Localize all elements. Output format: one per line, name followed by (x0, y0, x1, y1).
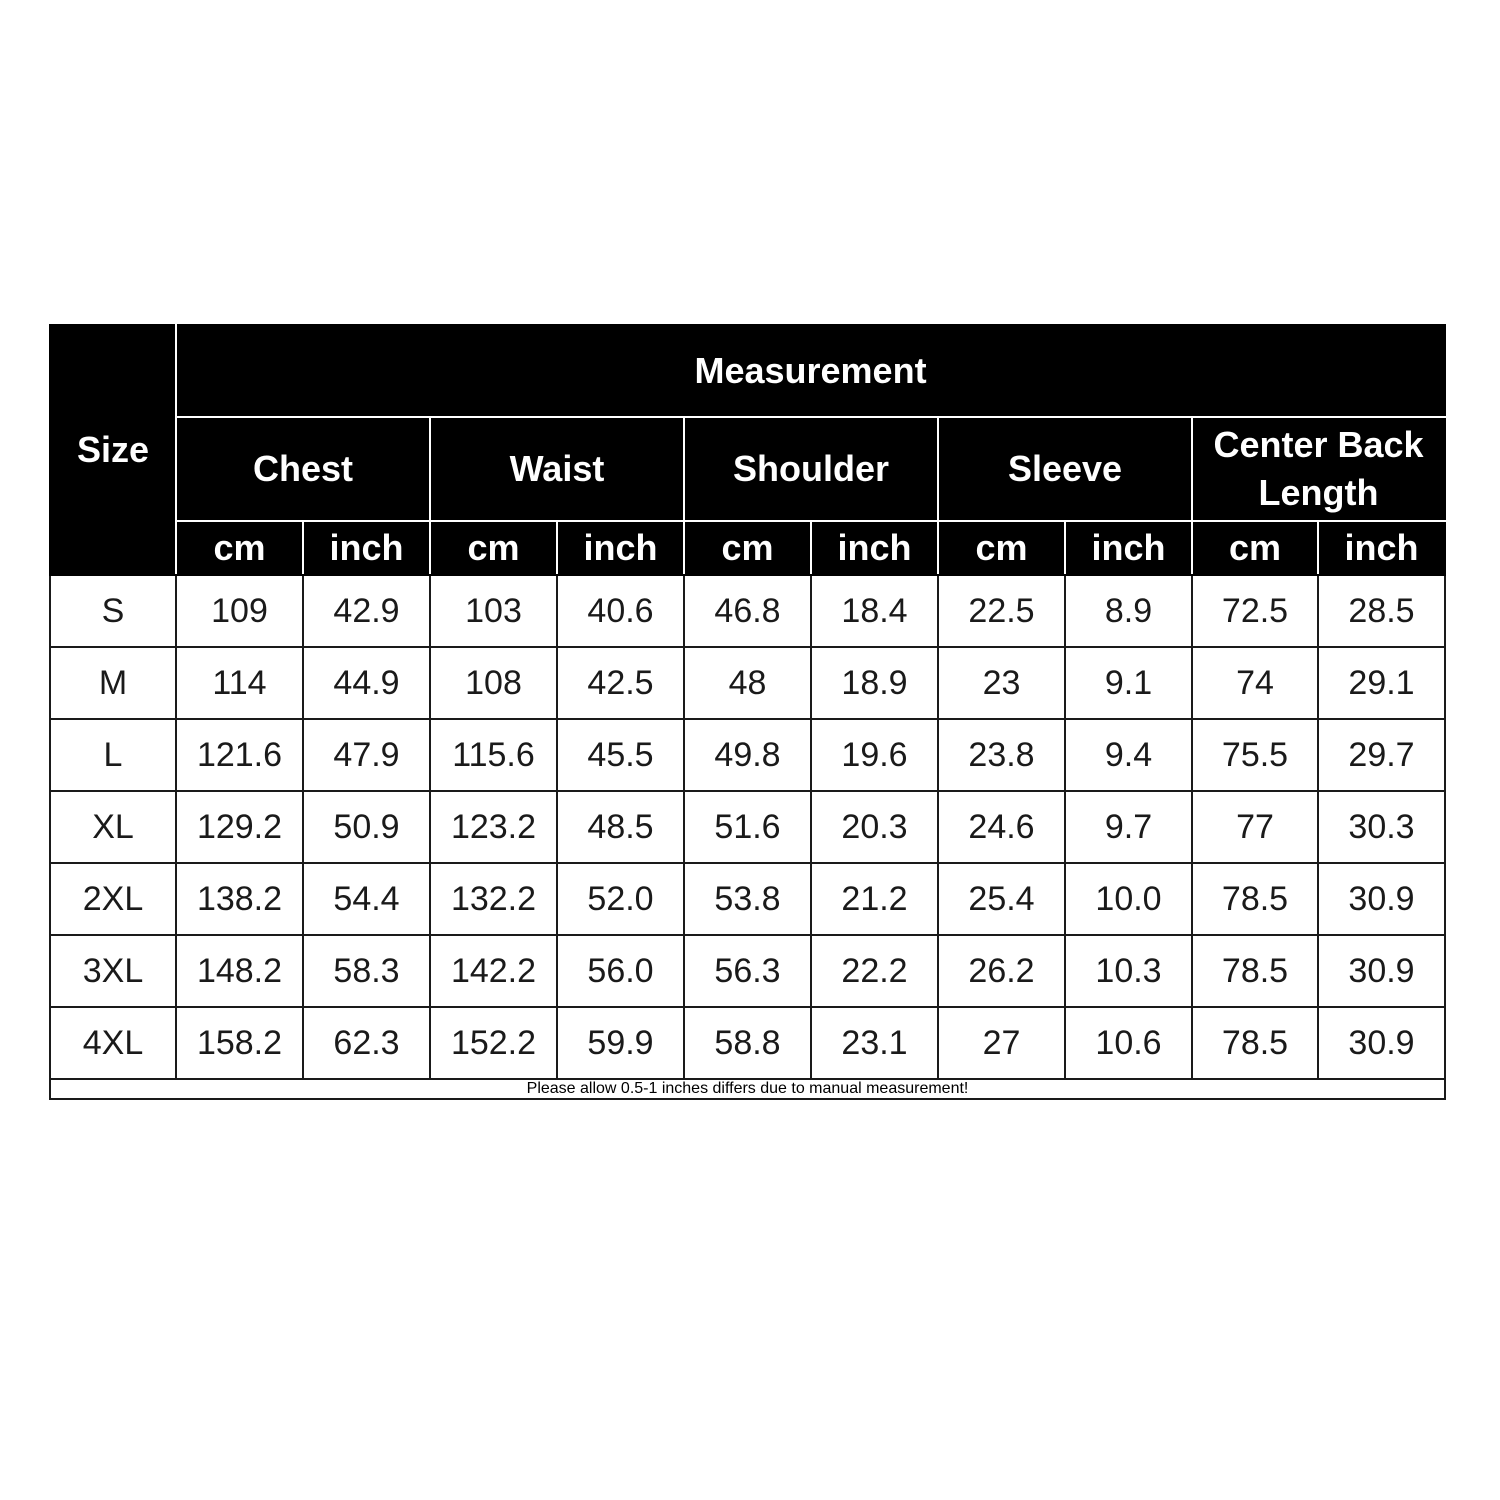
value-cell: 148.2 (176, 935, 303, 1007)
value-cell: 138.2 (176, 863, 303, 935)
size-cell: 3XL (50, 935, 176, 1007)
value-cell: 23 (938, 647, 1065, 719)
unit-header-row (50, 521, 1445, 575)
value-cell: 48.5 (557, 791, 684, 863)
value-cell: 9.1 (1065, 647, 1192, 719)
value-cell: 123.2 (430, 791, 557, 863)
unit-header-inch: inch (557, 521, 684, 575)
value-cell: 59.9 (557, 1007, 684, 1079)
value-cell: 114 (176, 647, 303, 719)
size-cell: L (50, 719, 176, 791)
value-cell: 48 (684, 647, 811, 719)
value-cell: 78.5 (1192, 863, 1318, 935)
value-cell: 30.3 (1318, 791, 1445, 863)
value-cell: 30.9 (1318, 935, 1445, 1007)
center-back-length-header: Center Back Length (1192, 417, 1445, 521)
table-row (50, 791, 1445, 863)
value-cell: 10.0 (1065, 863, 1192, 935)
value-cell: 10.6 (1065, 1007, 1192, 1079)
value-cell: 56.0 (557, 935, 684, 1007)
value-cell: 40.6 (557, 575, 684, 647)
unit-header-inch: inch (303, 521, 430, 575)
value-cell: 56.3 (684, 935, 811, 1007)
table-header (50, 325, 1445, 575)
value-cell: 46.8 (684, 575, 811, 647)
value-cell: 8.9 (1065, 575, 1192, 647)
unit-header-cm: cm (684, 521, 811, 575)
value-cell: 132.2 (430, 863, 557, 935)
table-row (50, 575, 1445, 647)
value-cell: 72.5 (1192, 575, 1318, 647)
value-cell: 19.6 (811, 719, 938, 791)
value-cell: 24.6 (938, 791, 1065, 863)
unit-header-inch: inch (1065, 521, 1192, 575)
size-column-header: Size (50, 325, 176, 575)
unit-header-cm: cm (1192, 521, 1318, 575)
value-cell: 42.9 (303, 575, 430, 647)
size-cell: S (50, 575, 176, 647)
value-cell: 51.6 (684, 791, 811, 863)
value-cell: 18.4 (811, 575, 938, 647)
sleeve-header: Sleeve (938, 417, 1192, 521)
value-cell: 20.3 (811, 791, 938, 863)
value-cell: 44.9 (303, 647, 430, 719)
value-cell: 108 (430, 647, 557, 719)
value-cell: 77 (1192, 791, 1318, 863)
size-cell: M (50, 647, 176, 719)
value-cell: 42.5 (557, 647, 684, 719)
value-cell: 45.5 (557, 719, 684, 791)
value-cell: 28.5 (1318, 575, 1445, 647)
value-cell: 47.9 (303, 719, 430, 791)
value-cell: 10.3 (1065, 935, 1192, 1007)
table-row (50, 935, 1445, 1007)
value-cell: 49.8 (684, 719, 811, 791)
table-body (50, 575, 1445, 1079)
chest-header: Chest (176, 417, 430, 521)
measurement-header: Measurement (176, 325, 1445, 417)
table-row (50, 863, 1445, 935)
value-cell: 74 (1192, 647, 1318, 719)
value-cell: 78.5 (1192, 935, 1318, 1007)
value-cell: 22.5 (938, 575, 1065, 647)
value-cell: 54.4 (303, 863, 430, 935)
waist-header: Waist (430, 417, 684, 521)
value-cell: 115.6 (430, 719, 557, 791)
value-cell: 121.6 (176, 719, 303, 791)
value-cell: 78.5 (1192, 1007, 1318, 1079)
value-cell: 109 (176, 575, 303, 647)
value-cell: 21.2 (811, 863, 938, 935)
value-cell: 23.8 (938, 719, 1065, 791)
value-cell: 23.1 (811, 1007, 938, 1079)
unit-header-cm: cm (430, 521, 557, 575)
value-cell: 62.3 (303, 1007, 430, 1079)
size-cell: 4XL (50, 1007, 176, 1079)
table-row (50, 719, 1445, 791)
value-cell: 75.5 (1192, 719, 1318, 791)
value-cell: 26.2 (938, 935, 1065, 1007)
unit-header-cm: cm (176, 521, 303, 575)
table-row (50, 1007, 1445, 1079)
value-cell: 152.2 (430, 1007, 557, 1079)
shoulder-header: Shoulder (684, 417, 938, 521)
value-cell: 58.8 (684, 1007, 811, 1079)
size-cell: XL (50, 791, 176, 863)
value-cell: 50.9 (303, 791, 430, 863)
value-cell: 142.2 (430, 935, 557, 1007)
value-cell: 58.3 (303, 935, 430, 1007)
value-cell: 103 (430, 575, 557, 647)
value-cell: 30.9 (1318, 1007, 1445, 1079)
value-cell: 27 (938, 1007, 1065, 1079)
measurement-note: Please allow 0.5-1 inches differs due to manual measurement! (50, 1079, 1445, 1099)
value-cell: 25.4 (938, 863, 1065, 935)
unit-header-inch: inch (811, 521, 938, 575)
value-cell: 29.1 (1318, 647, 1445, 719)
value-cell: 53.8 (684, 863, 811, 935)
footer-row (50, 1079, 1445, 1099)
value-cell: 129.2 (176, 791, 303, 863)
value-cell: 22.2 (811, 935, 938, 1007)
size-chart-table (49, 324, 1446, 1100)
size-cell: 2XL (50, 863, 176, 935)
unit-header-cm: cm (938, 521, 1065, 575)
value-cell: 52.0 (557, 863, 684, 935)
value-cell: 29.7 (1318, 719, 1445, 791)
table-row (50, 647, 1445, 719)
value-cell: 9.4 (1065, 719, 1192, 791)
value-cell: 30.9 (1318, 863, 1445, 935)
value-cell: 9.7 (1065, 791, 1192, 863)
unit-header-inch: inch (1318, 521, 1445, 575)
value-cell: 18.9 (811, 647, 938, 719)
value-cell: 158.2 (176, 1007, 303, 1079)
